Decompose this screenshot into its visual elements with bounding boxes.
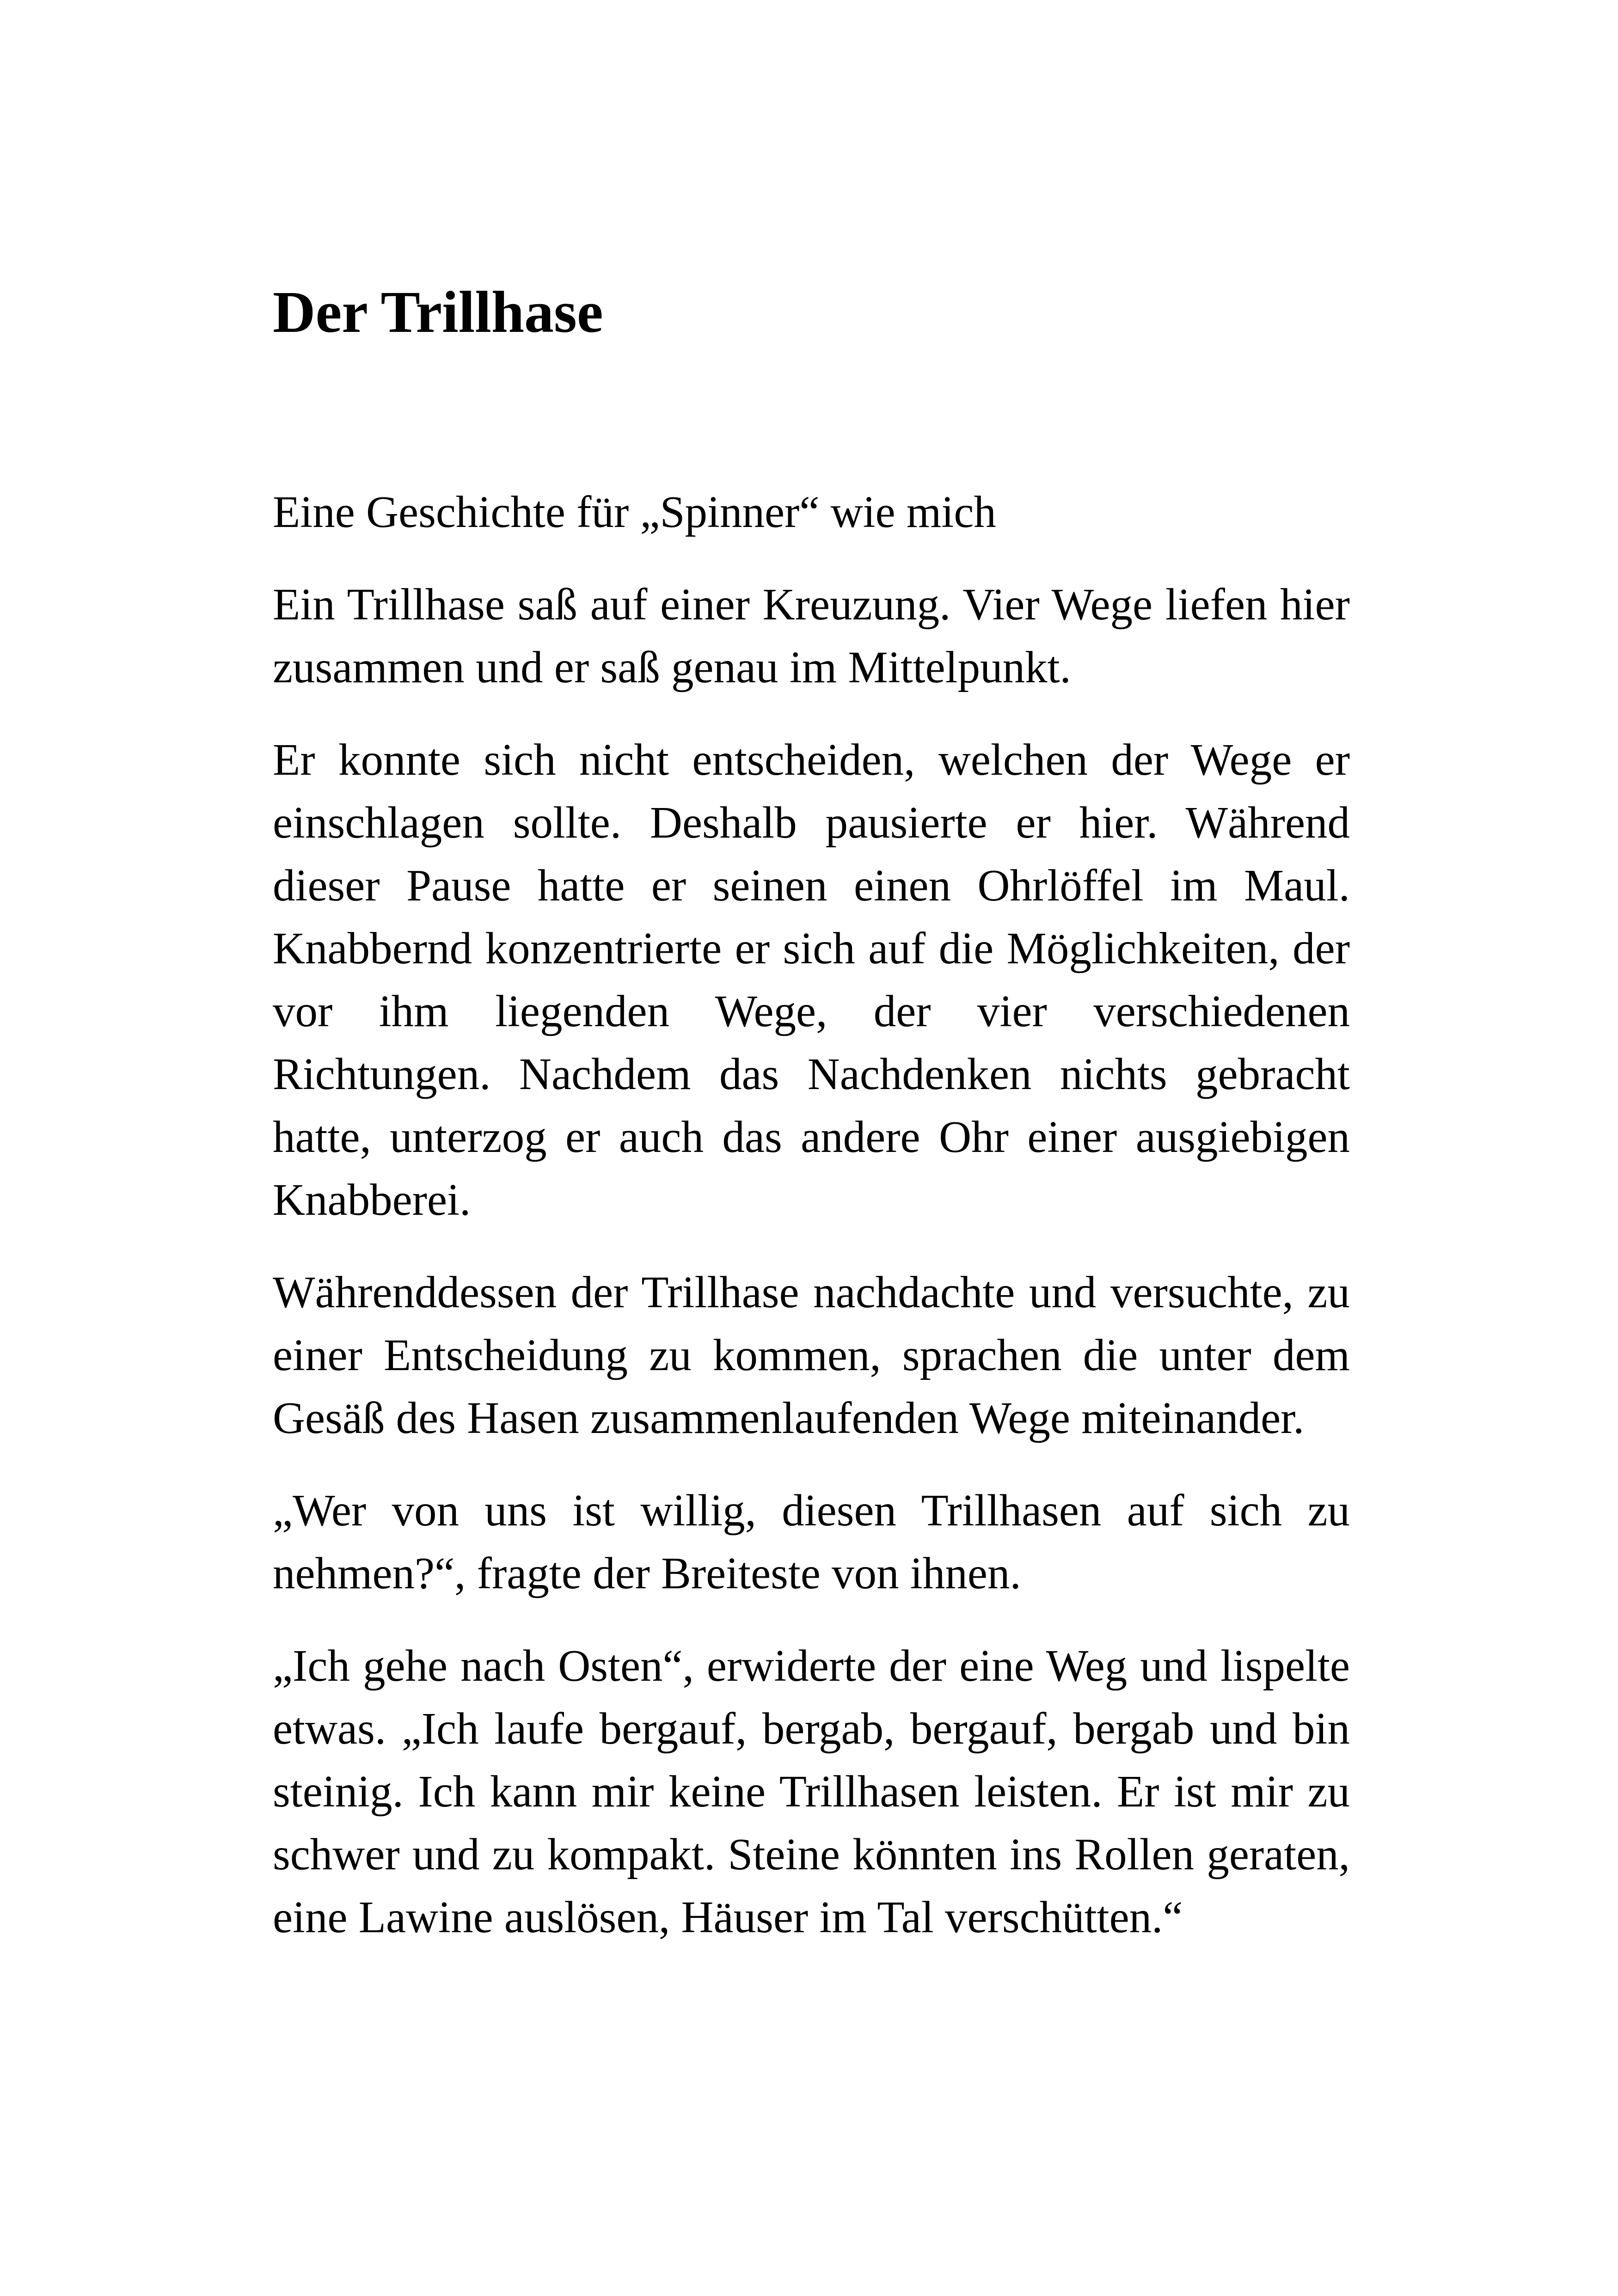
document-title: Der Trillhase — [273, 279, 603, 345]
paragraph: Ein Trillhase saß auf einer Kreuzung. Vier Wege liefen hier zusammen und er saß genau im Mittelpunkt. — [273, 580, 1350, 692]
document-body — [273, 481, 1350, 1978]
paragraph: Währenddessen der Trillhase nachdachte und versuchte, zu einer Entscheidung zu kommen, sprachen die unter dem Gesäß des Hasen zusammenlaufenden Wege miteinander. — [273, 1267, 1350, 1443]
paragraph: „Ich gehe nach Osten“, erwiderte der eine Weg und lispelte etwas. „Ich laufe bergauf, bergab, bergauf, bergab und bin steinig. Ich kann mir keine Trillhasen leisten. Er ist mir zu schwer und zu kompakt. Steine könnten ins Rollen geraten, eine Lawine auslösen, Häuser im Tal verschütten.“ — [273, 1641, 1350, 1942]
document-subtitle: Eine Geschichte für „Spinner“ wie mich — [273, 487, 996, 537]
paragraph: „Wer von uns ist willig, diesen Trillhasen auf sich zu nehmen?“, fragte der Breiteste von ihnen. — [273, 1486, 1350, 1598]
paragraph: Er konnte sich nicht entscheiden, welchen der Wege er einschlagen sollte. Deshalb pausierte er hier. Während dieser Pause hatte er seinen einen Ohrlöffel im Maul. Knabbernd konzentrierte er sich auf die Möglichkeiten, der vor ihm liegenden Wege, der vier verschiedenen Richtungen. Nachdem das Nachdenken nichts gebracht hatte, unterzog er auch das andere Ohr einer ausgiebigen Knabberei. — [273, 735, 1350, 1225]
